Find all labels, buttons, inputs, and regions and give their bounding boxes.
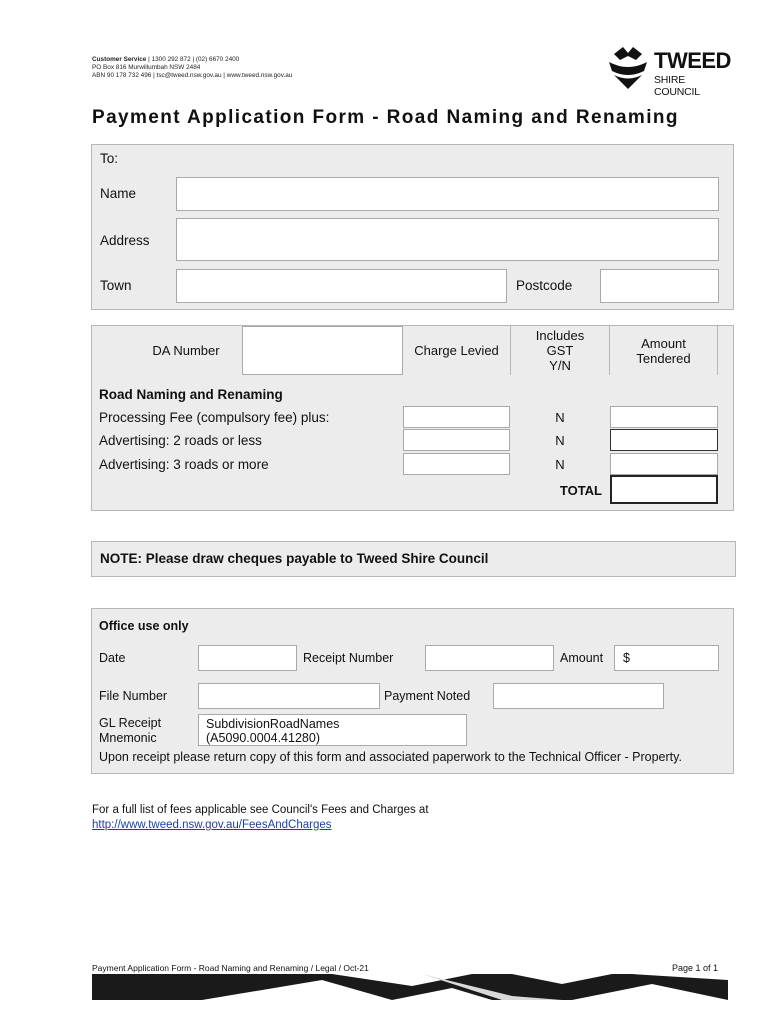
form-title: Payment Application Form - Road Naming and Renaming bbox=[92, 107, 679, 128]
amount-field[interactable] bbox=[610, 453, 718, 475]
gl-mnemonic-field bbox=[198, 714, 467, 746]
amount-field[interactable]: $ bbox=[614, 645, 719, 671]
fee-row-label: Advertising: 3 roads or more bbox=[99, 457, 269, 472]
gst-header-line2: GST bbox=[546, 343, 574, 358]
office-title: Office use only bbox=[99, 619, 189, 633]
gst-value: N bbox=[555, 409, 565, 425]
gst-value: N bbox=[555, 456, 565, 472]
fees-panel bbox=[91, 325, 734, 511]
fees-link[interactable]: http://www.tweed.nsw.gov.au/FeesAndCharges bbox=[92, 819, 332, 831]
amount-field[interactable] bbox=[610, 406, 718, 428]
date-label: Date bbox=[99, 651, 126, 665]
charge-field[interactable] bbox=[403, 429, 510, 451]
address-field[interactable] bbox=[176, 218, 719, 261]
amount-header bbox=[610, 326, 718, 375]
office-use-panel bbox=[91, 608, 734, 774]
contact-address: PO Box 816 Murwillumbah NSW 2484 bbox=[92, 64, 201, 71]
contact-abn-email: ABN 90 178 732 496 | tsc@tweed.nsw.gov.au | www.tweed.nsw.gov.au bbox=[92, 72, 293, 79]
footer-page-number: Page 1 of 1 bbox=[672, 963, 719, 973]
fees-note-text: For a full list of fees applicable see Council's Fees and Charges at bbox=[92, 804, 429, 816]
amount-header-line2: Tendered bbox=[636, 350, 691, 366]
fee-row-label: Advertising: 2 roads or less bbox=[99, 433, 262, 448]
da-number-label: DA Number bbox=[152, 343, 220, 358]
gl-value-line2: (A5090.0004.41280) bbox=[206, 731, 320, 745]
charge-field[interactable] bbox=[403, 406, 510, 428]
date-field[interactable] bbox=[198, 645, 297, 671]
fees-note bbox=[92, 803, 429, 833]
tweed-logo-icon bbox=[606, 44, 650, 90]
gl-label-line2: Mnemonic bbox=[99, 731, 157, 745]
note-panel bbox=[91, 541, 736, 577]
gst-header-line1: Includes bbox=[535, 328, 585, 343]
charge-levied-label: Charge Levied bbox=[414, 343, 499, 358]
address-label: Address bbox=[100, 233, 150, 248]
footer-band bbox=[92, 974, 728, 1000]
postcode-label: Postcode bbox=[516, 278, 573, 293]
name-field[interactable] bbox=[176, 177, 719, 211]
gst-value: N bbox=[555, 432, 565, 448]
fees-section-title: Road Naming and Renaming bbox=[99, 387, 283, 402]
payment-noted-label: Payment Noted bbox=[384, 689, 471, 703]
footer-form-name: Payment Application Form - Road Naming and Renaming / Legal / Oct-21 bbox=[92, 963, 369, 973]
amount-header-line1: Amount bbox=[641, 335, 686, 351]
postcode-field[interactable] bbox=[600, 269, 719, 303]
amount-label: Amount bbox=[560, 651, 604, 665]
applicant-panel bbox=[91, 144, 734, 310]
return-note: Upon receipt please return copy of this form and associated paperwork to the Technical Officer - Property. bbox=[99, 750, 682, 764]
da-number-field[interactable] bbox=[242, 326, 403, 375]
gl-label-line1: GL Receipt bbox=[99, 716, 162, 730]
town-field[interactable] bbox=[176, 269, 507, 303]
logo-subtitle: SHIRE COUNCIL bbox=[654, 74, 700, 98]
council-logo bbox=[606, 44, 731, 98]
to-label: To: bbox=[100, 151, 119, 166]
gl-value-line1: SubdivisionRoadNames bbox=[206, 717, 340, 731]
town-label: Town bbox=[100, 278, 132, 293]
file-number-field[interactable] bbox=[198, 683, 380, 709]
gst-header bbox=[510, 326, 610, 375]
amount-field[interactable] bbox=[610, 429, 718, 451]
contact-label: Customer Service bbox=[92, 56, 147, 63]
gl-receipt-label bbox=[99, 716, 161, 746]
total-label: TOTAL bbox=[559, 482, 602, 498]
contact-block bbox=[92, 56, 292, 80]
receipt-number-label: Receipt Number bbox=[303, 651, 394, 665]
fee-row-label: Processing Fee (compulsory fee) plus: bbox=[99, 410, 330, 425]
logo-name: TWEED bbox=[654, 48, 731, 73]
cheque-note: NOTE: Please draw cheques payable to Tweed Shire Council bbox=[100, 551, 489, 566]
contact-phones: | 1300 292 872 | (02) 6670 2400 bbox=[148, 56, 240, 63]
file-number-label: File Number bbox=[99, 689, 168, 703]
payment-noted-field[interactable] bbox=[493, 683, 664, 709]
name-label: Name bbox=[100, 186, 137, 201]
gst-header-line3: Y/N bbox=[549, 358, 571, 373]
receipt-number-field[interactable] bbox=[425, 645, 554, 671]
charge-field[interactable] bbox=[403, 453, 510, 475]
total-field[interactable] bbox=[610, 475, 718, 504]
